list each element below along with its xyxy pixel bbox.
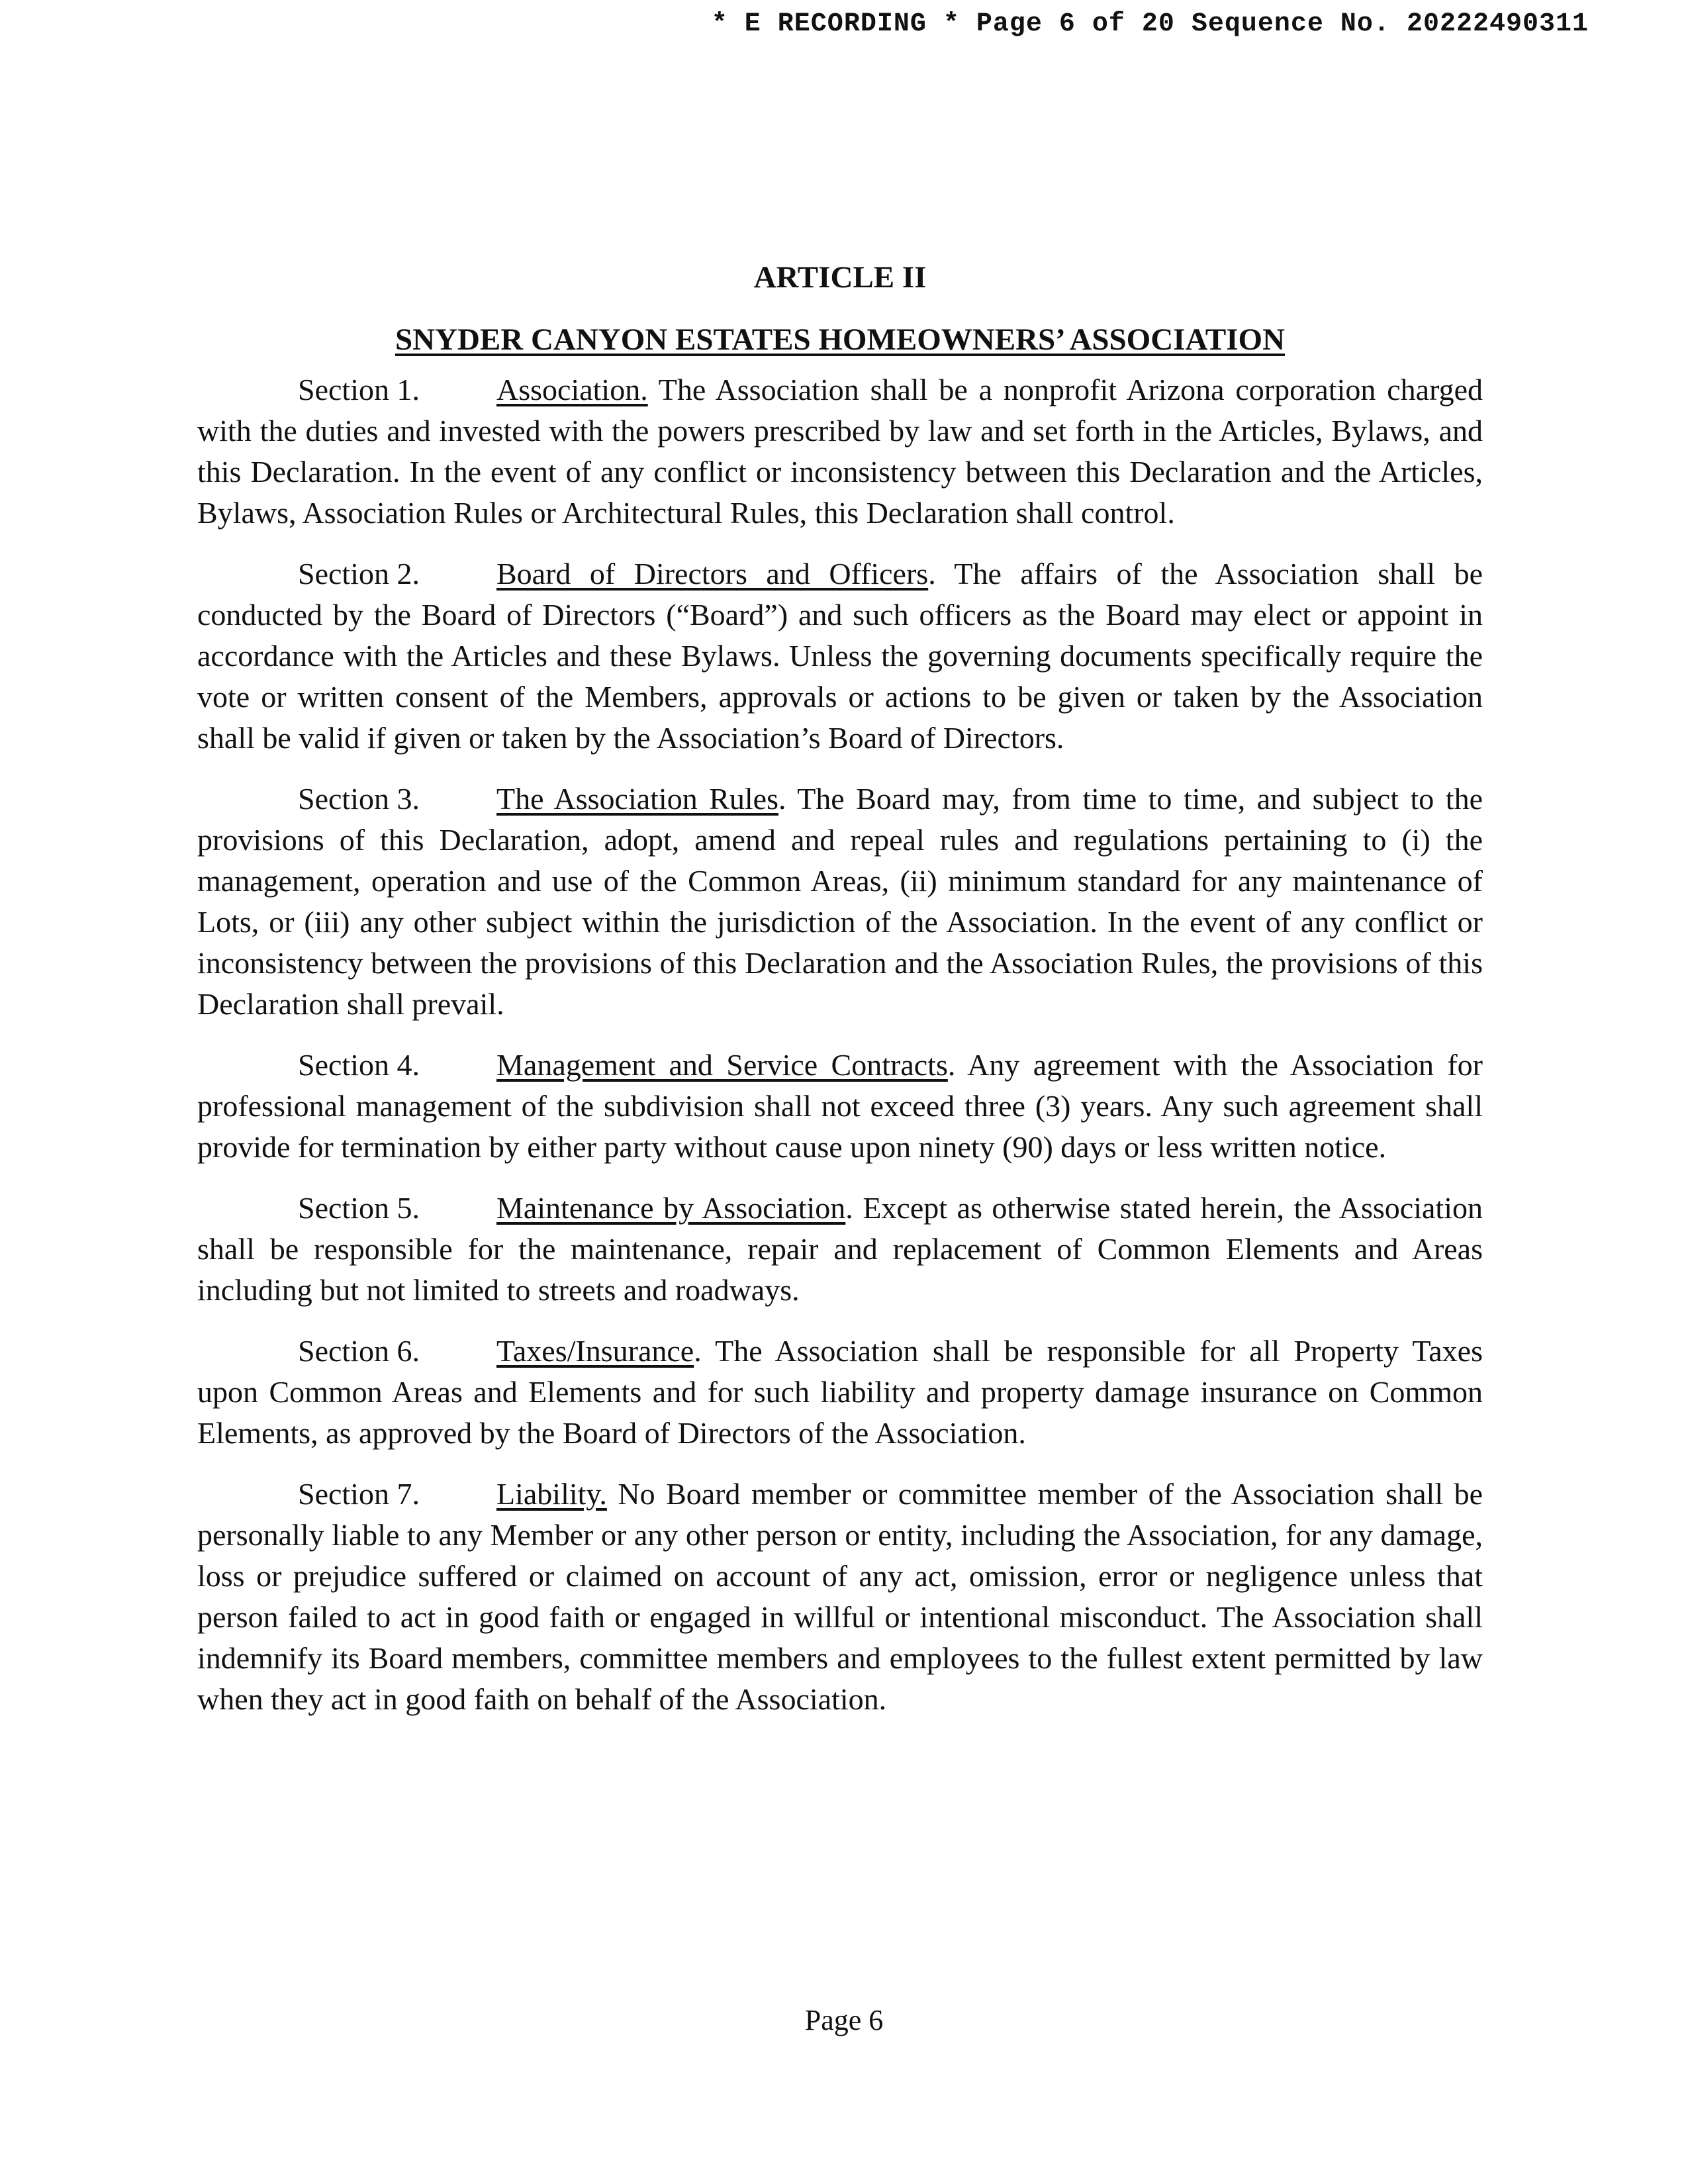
section-number: Section 4. xyxy=(298,1048,420,1082)
section-2 xyxy=(197,553,1483,759)
section-body: The Association shall be responsible for all Property Taxes upon Common Areas and Elements and for such liability and property damage insurance on Common Elements, as approved by the Board of Directors of the Association. xyxy=(197,1334,1483,1450)
section-body: The Association shall be a nonprofit Arizona corporation charged with the duties and invested with the powers prescribed by law and set forth in the Articles, Bylaws, and this Declaration. In the event of any conflict or inconsistency between this Declaration and the Articles, Bylaws, Association Rules or Architectural Rules, this Declaration shall control. xyxy=(197,373,1483,530)
recording-header: * E RECORDING * Page 6 of 20 Sequence No. 20222490311 xyxy=(711,9,1589,39)
section-heading: Taxes/Insurance xyxy=(496,1334,694,1368)
section-body: Any agreement with the Association for professional management of the subdivision shall not exceed three (3) years. Any such agreement shall provide for termination by either party without cause upon ninety (90) days or less written notice. xyxy=(197,1048,1483,1164)
section-body: No Board member or committee member of the Association shall be personally liable to any Member or any other person or entity, including the Association, for any damage, loss or prejudice suffered or claimed on account of any act, omission, error or negligence unless that person failed to act in good faith or engaged in willful or intentional misconduct. The Association shall indemnify its Board members, committee members and employees to the fullest extent permitted by law when they act in good faith on behalf of the Association. xyxy=(197,1477,1483,1716)
section-heading: Liability. xyxy=(496,1477,607,1511)
section-heading: The Association Rules xyxy=(496,782,779,816)
section-number: Section 1. xyxy=(298,373,420,406)
section-6 xyxy=(197,1331,1483,1454)
section-heading: Maintenance by Association xyxy=(496,1191,846,1225)
section-4 xyxy=(197,1045,1483,1168)
article-subtitle: SNYDER CANYON ESTATES HOMEOWNERS’ ASSOCIATION xyxy=(395,322,1286,357)
section-body: The Board may, from time to time, and subject to the provisions of this Declaration, adopt, amend and repeal rules and regulations pertaining to (i) the management, operation and use of the Common Areas, (ii) minimum standard for any maintenance of Lots, or (iii) any other subject within the jurisdiction of the Association. In the event of any conflict or inconsistency between the provisions of this Declaration and the Association Rules, the provisions of this Declaration shall prevail. xyxy=(197,782,1483,1021)
document-body xyxy=(197,257,1483,1720)
section-number: Section 7. xyxy=(298,1477,420,1511)
section-body: Except as otherwise stated herein, the Association shall be responsible for the maintenance, repair and replacement of Common Elements and Areas including but not limited to streets and roadways. xyxy=(197,1191,1483,1307)
section-5 xyxy=(197,1188,1483,1311)
section-3 xyxy=(197,779,1483,1025)
section-heading-suffix: . xyxy=(928,557,936,591)
section-heading-suffix: . xyxy=(845,1191,853,1225)
section-number: Section 2. xyxy=(298,557,420,591)
section-number: Section 6. xyxy=(298,1334,420,1368)
section-7 xyxy=(197,1474,1483,1720)
section-body: The affairs of the Association shall be conducted by the Board of Directors (“Board”) and such officers as the Board may elect or appoint in accordance with the Articles and these Bylaws. Unless the governing documents specifically require the vote or written consent of the Members, approvals or actions to be given or taken by the Association shall be valid if given or taken by the Association’s Board of Directors. xyxy=(197,557,1483,755)
page-number: Page 6 xyxy=(804,2004,884,2036)
section-number: Section 3. xyxy=(298,782,420,816)
section-number: Section 5. xyxy=(298,1191,420,1225)
section-heading: Board of Directors and Officers xyxy=(496,557,929,591)
section-heading: Management and Service Contracts xyxy=(496,1048,948,1082)
section-heading-suffix: . xyxy=(694,1334,702,1368)
section-heading-suffix: . xyxy=(778,782,786,816)
section-1 xyxy=(197,369,1483,534)
section-heading: Association. xyxy=(496,373,648,406)
section-heading-suffix: . xyxy=(947,1048,956,1082)
article-title: ARTICLE II xyxy=(753,260,927,295)
